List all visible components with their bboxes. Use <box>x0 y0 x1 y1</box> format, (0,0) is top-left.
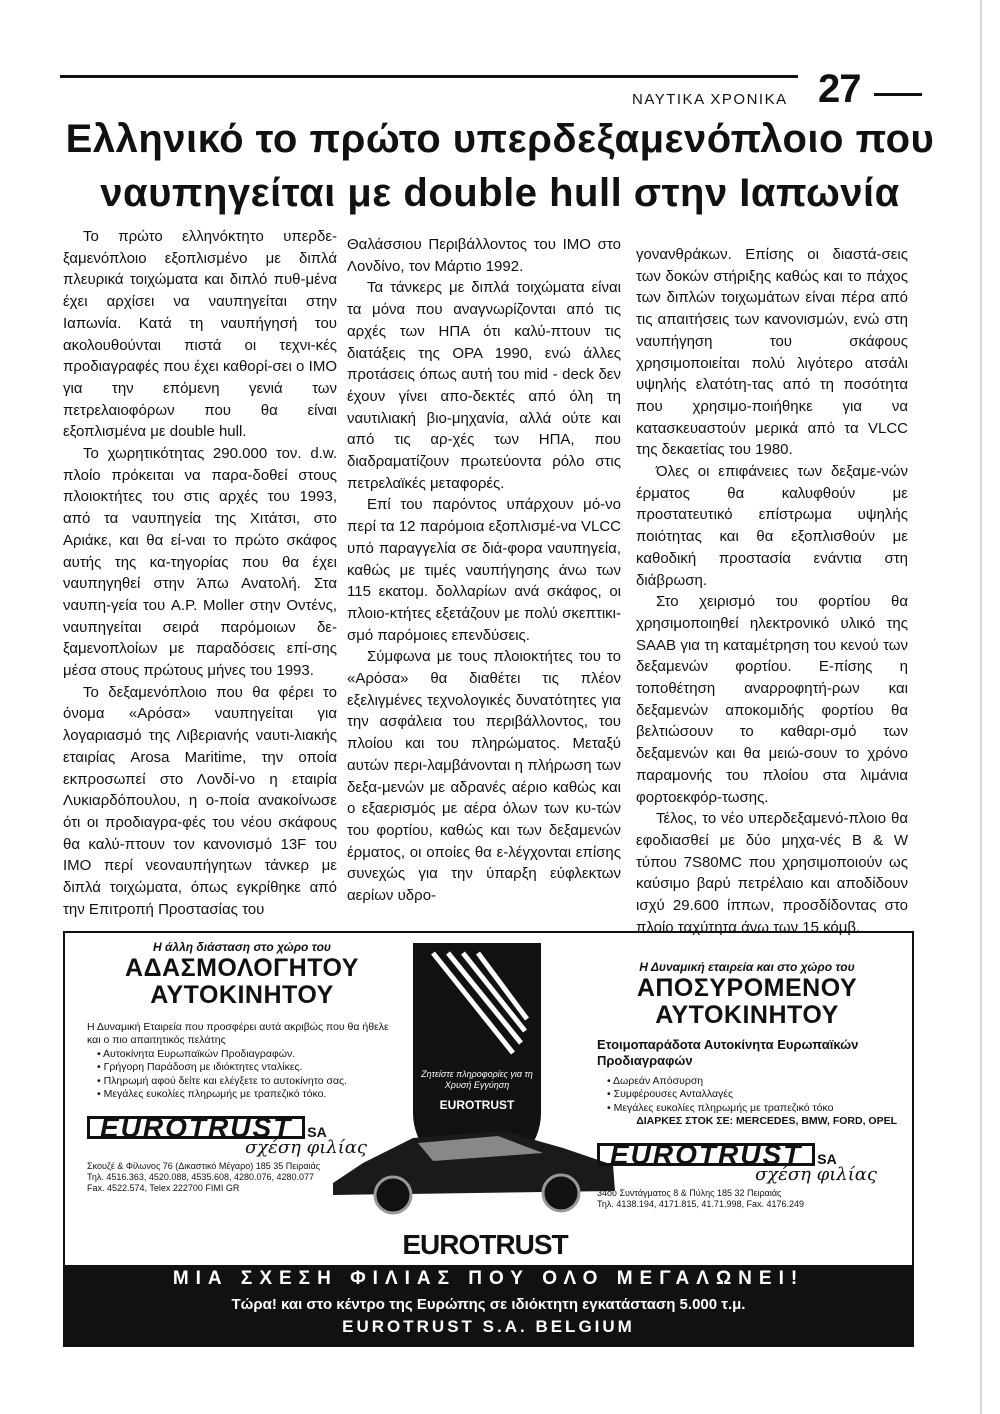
ad-right-title <box>597 975 897 1029</box>
eurotrust-emblem-icon <box>413 943 541 1063</box>
headline-line-1: Ελληνικό το πρώτο υπερδεξαμενόπλοιο που <box>65 117 935 161</box>
ad-right-address <box>597 1188 897 1210</box>
ad-right-title-line-1: ΑΠΟΣΥΡΟΜΕΝΟΥ <box>636 973 858 1002</box>
headline-line-2: ναυπηγείται με double hull στην Ιαπωνία <box>100 171 900 215</box>
header-rule-right <box>874 93 922 96</box>
paragraph: Στο χειρισμό του φορτίου θα χρησιμοποιηθεί ηλεκτρονικό υλικό της SAAB για τη καταμέτρηση του κενού των δεξαμενών φορτίου. Ε-πίσης η τοποθέτηση αναρροφητή-ρων και δεξαμενών αποκομιδής φορτίου θα βελτιώσουν το καθαρι-σμό των δεξαμενών και θα μειώ-σουν το χρόνο παραμονής του πλοίου στα λιμάνια φορτοεκφόρ-τωσης. <box>636 593 908 806</box>
article-column-1 <box>63 226 337 921</box>
eurotrust-logo: EUROTRUST <box>87 1116 305 1140</box>
list-item: • Αυτοκίνητα Ευρωπαϊκών Προδιαγραφών. <box>97 1048 397 1062</box>
paragraph: Θαλάσσιου Περιβάλλοντος του ΙΜΟ στο Λονδίνο, τον Μάρτιο 1992. <box>347 236 621 275</box>
article-column-3 <box>636 244 908 939</box>
ad-left-title-line-1: ΑΔΑΣΜΟΛΟΓΗΤΟΥ <box>125 953 359 982</box>
ad-left-tagline: σχέση φιλίας <box>244 1137 367 1158</box>
paragraph: Σύμφωνα με τους πλοιοκτήτες του το «Αρόσα» θα διαθέτει τις πλέον εξελιγμένες τεχνολογικές δυνατότητες για την ασφάλεια του περιβάλλοντος, του πλοίου και του πληρώματος. Μεταξύ αυτών περι-λαμβάνονται η πλήρωση των δεξα-μενών με αδρανές αέριο καθώς και ο εξαερισμός με αέρα όλων των κυ-τών του φορτίου, καθώς και των δεξαμενών έρματος, οι οποίες θα ε-λέγχονται επίσης συνεχώς για την ύπαρξη εύφλεκτων αερίων υδρο- <box>347 648 621 905</box>
paragraph: Τα τάνκερς με διπλά τοιχώματα είναι τα μόνα που αναγνωρίζονται από τις αρχές των ΗΠΑ ότι καλύ-πτουν τις διατάξεις της ΟΡΑ 1990, ενώ άλλες προτάσεις όπως αυτή του mid - deck δεν έχουν γίνει απο-δεκτές από όλη τη ναυτιλιακή βιο-μηχανία, αλλά ούτε και από τις αρ-χές των ΗΠΑ, που διαδραματίζουν πρωτεύοντα ρόλο στις πετρελαϊκές μεταφορές. <box>347 279 621 492</box>
ad-right-intro: Η Δυναμική εταιρεία και στο χώρο του <box>639 960 855 974</box>
paragraph: Το πρώτο ελληνόκτητο υπερδε-ξαμενόπλοιο εξοπλισμένο με διπλά πλευρικά τοιχώματα και διπλό πυθ-μένα έχει αρχίσει να ναυπηγείται στην Ιαπωνία. Κατά τη ναυπήγησή του ακολουθούνται πιστά οι τεχνι-κές προδιαγραφές που έχει καθορί-σει ο ΙΜΟ για την επόμενη γενιά των πετρελαιοφόρων που θα είναι εξοπλισμένα με double hull. <box>63 228 337 441</box>
ad-left-title <box>87 955 397 1009</box>
eurotrust-advertisement <box>63 931 914 1347</box>
ad-left-intro: Η άλλη διάσταση στο χώρο του <box>152 940 332 954</box>
paragraph: Όλες οι επιφάνειες των δεξαμε-νών έρματος θα καλυφθούν με προστατευτικό επίστρωμα υψηλής ποιότητας και θα εξοπλισθούν με καθοδική προστασία ενάντια στη διάβρωση. <box>636 463 908 589</box>
phone-line: Τηλ. 4138.194, 4171.815, 41.71.998, Fax. 4176.249 <box>597 1198 805 1209</box>
list-item: • Πληρωμή αφού δείτε και ελέγξετε το αυτοκίνητο σας. <box>97 1075 397 1089</box>
ad-banner <box>65 1265 912 1345</box>
page-edge <box>980 0 982 1414</box>
ad-right-panel <box>597 961 897 1210</box>
center-brand: EUROTRUST <box>402 1229 568 1260</box>
ad-right-list <box>597 1075 897 1116</box>
paragraph: Το δεξαμενόπλοιο που θα φέρει το όνομα «Αρόσα» ναυπηγείται για λογαριασμό της Λιβεριανής ναυτι-λιακής εταιρίας Arosa Maritime, την οποία εκπροσωπεί στο Λονδί-νο η εταιρία Λυκιαρδόπουλου, η ο-ποία ανακοίνωσε ότι οι προδιαγρα-φές του νέου σκάφους θα καλύ-πτουν τον κανονισμό 13F του ΙΜΟ περί νεοναυπήγητων τάνκερ με διπλά τοιχώματα, όπως εγκρίθηκε από την Επιτροπή Προστασίας του <box>63 683 337 918</box>
paragraph: Τέλος, το νέο υπερδεξαμενό-πλοιο θα εφοδιασθεί με δύο μηχα-νές B & W τύπου 7S80MC που χρησιμοποιούν ως καύσιμο βαρύ πετρέλαιο και αποδίδουν ισχύ 29.600 ίππων, προσδίδοντας στο πλοίο ταχύτητα άνω των 15 κόμβ. <box>636 810 908 936</box>
list-item: • Μεγάλες ευκολίες πληρωμής με τραπεζικό τόκο. <box>97 1088 397 1102</box>
ad-right-stock: ΔΙΑΡΚΕΣ ΣΤΟΚ ΣΕ: MERCEDES, BMW, FORD, OPEL <box>636 1115 897 1127</box>
paragraph: Επί του παρόντος υπάρχουν μό-νο περί τα 12 παρόμοια εξοπλισμέ-να VLCC υπό παραγγελία σε διά-φορα ναυπηγεία, καθώς με τιμές ναυπήγησης άνω των 115 εκατομ. δολλαρίων ανά σκάφος, οι πλοιο-κτήτες εξετάζουν με πολύ σκεπτικι-σμό παρόμοιες επενδύσεις. <box>347 496 621 644</box>
ad-right-title-line-2: ΑΥΤΟΚΙΝΗΤΟΥ <box>655 1000 839 1029</box>
article-headline <box>55 112 945 220</box>
ad-left-title-line-2: ΑΥΤΟΚΙΝΗΤΟΥ <box>150 980 334 1009</box>
running-head: ΝΑΥΤΙΚΑ ΧΡΟΝΙΚΑ <box>632 91 788 108</box>
car-illustration-icon <box>323 1103 623 1223</box>
page-number: 27 <box>818 67 861 111</box>
ad-right-subtitle: Ετοιμοπαράδοτα Αυτοκίνητα Ευρωπαϊκών Προδιαγραφών <box>597 1036 859 1068</box>
list-item: • Γρήγορη Παράδοση με ιδιόκτητες νταλίκες. <box>97 1061 397 1075</box>
list-item: • Μεγάλες ευκολίες πληρωμής με τραπεζικό τόκο <box>607 1102 897 1116</box>
brand-suffix: SA <box>307 1123 327 1140</box>
banner-line-1: ΜΙΑ ΣΧΕΣΗ ΦΙΛΙΑΣ ΠΟΥ ΟΛΟ ΜΕΓΑΛΩΝΕΙ! <box>172 1268 805 1289</box>
eurotrust-logo: EUROTRUST <box>597 1143 815 1167</box>
info-box-text: Ζητείστε πληροφορίες για τη Χρυσή Εγγύηση <box>421 1069 533 1090</box>
address-line: Σκουζέ & Φίλωνος 76 (Δικαστικό Μέγαρο) 185 35 Πειραιάς <box>87 1160 321 1171</box>
banner-line-2: Τώρα! και στο κέντρο της Ευρώπης σε ιδιόκτητη εγκατάσταση 5.000 τ.μ. <box>231 1296 746 1313</box>
brand-suffix: SA <box>817 1150 837 1167</box>
header-rule <box>60 75 798 78</box>
ad-left-description: Η Δυναμική Εταιρεία που προσφέρει αυτά ακριβώς που θα ήθελε και ο πιο απαιτητικός πελάτης <box>87 1020 389 1046</box>
ad-right-tagline: σχέση φιλίας <box>754 1164 877 1185</box>
list-item: • Συμφέρουσες Ανταλλαγές <box>607 1088 897 1102</box>
phone-line: Τηλ. 4516.363, 4520.088, 4535.608, 4280.076, 4280.077 <box>87 1171 315 1182</box>
address-line: 34ου Συντάγματος 8 & Πύλης 185 32 Πειραιάς <box>597 1187 782 1198</box>
info-box-brand: EUROTRUST <box>439 1098 515 1112</box>
paragraph: Το χωρητικότητας 290.000 τον. d.w. πλοίο πρόκειται να παρα-δοθεί στους πλοιοκτήτες του στις αρχές του 1993, από τα ναυπηγεία της Χιτάτσι, στο Αριάκε, και θα εί-ναι το πρώτο σκάφος αυτής της κα-τηγορίας που θα έχει ναυπηγηθεί στην Άπω Ανατολή. Στα ναυπη-γεία του A.P. Moller στην Οντένς, ναυπηγείται σειρά παρόμοιων δε-ξαμενοπλοίων με παραδόσεις επί-σης μέσα στους πρώτους μήνες του 1993. <box>63 445 337 680</box>
list-item: • Δωρεάν Απόσυρση <box>607 1075 897 1089</box>
article-column-2 <box>347 234 621 907</box>
fax-line: Fax. 4522.574, Telex 222700 FIMI GR <box>87 1182 240 1193</box>
paragraph: γονανθράκων. Επίσης οι διαστά-σεις των δοκών στήριξης καθώς και το πάχος των διπλών τοιχωμάτων είναι πέρα από τις απαιτήσεις των κανονισμών, ενώ στη ναυπήγηση του σκάφους χρησιμοποιείται πολύ λιγότερο ατσάλι υψηλής ελατότη-τας από τη ποσότητα που χρησιμο-ποιήθηκε για να κατασκευαστούν μερικά από τα VLCC της δεκαετίας του 1980. <box>636 246 908 459</box>
banner-line-3: EUROTRUST S.A. BELGIUM <box>342 1317 635 1336</box>
ad-left-list <box>87 1048 397 1102</box>
